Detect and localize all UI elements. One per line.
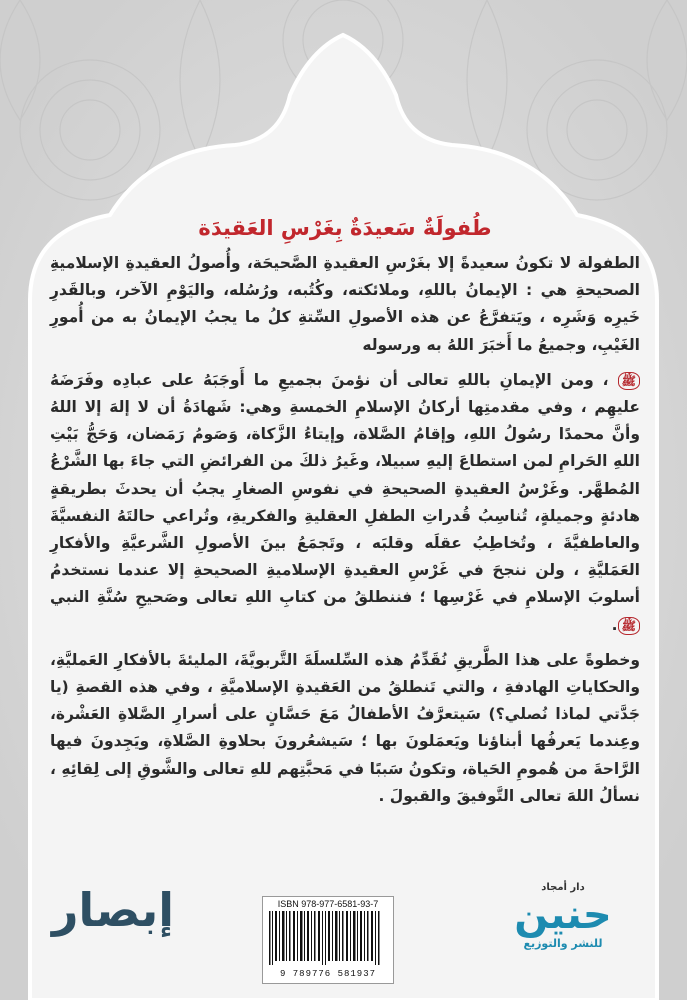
- paragraph-1-text: الطفولة لا تكونُ سعيدةً إلا بغَرْسِ العقيدةِ الصَّحيحَة، وأُصولُ العقيدةِ الإسلاميةِ الصحيحةِ هي : الإيمانُ باللهِ، وملائكته، وكُتُبه، ورُسُله، واليَوْمِ الآخر، وبالقَدرِ خَيرِه وَشَرِه ، ويَتفرَّعُ عن هذه الأصولِ السِّتةِ كلُ ما يجبُ الإيمانُ به من أُمورِ الغَيْبِ، وجميعُ ما أَخبَرَ اللهُ به ورسوله: [50, 254, 640, 354]
- ibsar-logo-text: إبصار: [51, 883, 175, 937]
- honorific-seal-icon: ﷺ: [618, 617, 641, 635]
- paragraph-3: [50, 647, 640, 810]
- publisher-logo: [508, 882, 618, 992]
- paragraph-2-text: ، ومن الإيمانِ باللهِ تعالى أن نؤمنَ بجميعِ ما أَوجَبَهُ على عبادِه وفَرَضَهُ عليهِم ، وفي مقدمتِها أركانُ الإسلامِ الخمسةِ وهي: شَهادَةُ أن لا إلهَ إلا اللهُ وأنَّ محمدًا رسُولُ اللهِ، وإقامُ الصَّلاة، وإيتاءُ الزَّكاة، وَصَومُ رَمَضان، وَحَجُّ بَيْتِ اللهِ الحَرامِ لمن استطاعَ إليهِ سبيلا، وغَيرُ ذلكَ من الفرائضِ التي جاءَ بها الشَّرْعُ المُطهَّر. وغَرْسُ العقيدةِ الصحيحةِ في نفوسِ الصغارِ يجبُ أن يحدثَ بطريقةٍ هادئةٍ وجميلةٍ، تُناسِبُ قُدراتِ الطفلِ العقليةِ والفكريةِ، وتُراعي حالتَهُ النفسيَّةَ والعاطفيَّةَ ، وتُخاطِبُ عقلَه وقلبَه ، وتَجمَعُ بينَ الأصولِ الشَّرعيَّةِ والأفكارِ العَمَليَّةِ ، ولن ننجحَ في غَرْسِ العقيدةِ الإسلاميةِ الصحيحةِ إلا عندما نستخدمُ أسلوبَ الإسلامِ في غَرْسِها ؛ فننطلقُ من كتابِ اللهِ تعالى وصَحيحِ سُنَّةِ النبي: [50, 370, 640, 607]
- publisher-sub: للنشر والتوزيع: [523, 937, 603, 950]
- barcode-bars-icon: [263, 909, 391, 965]
- paragraph-3-text: وخطوةً على هذا الطَّريقِ نُقَدِّمُ هذه السِّلسلَةَ التَّربويَّةَ، المليئةَ بالأفكارِ العَمليَّةِ، والحكاياتِ الهادفةِ ، والتي تَنطلقُ من العَقيدةِ الإسلاميَّةِ ، وفي هذه القصةِ (يا جَدَّتي لماذا نُصلي؟) سَيتعرَّفُ الأطفالُ مَعَ حَسَّانٍ على أسرارِ الصَّلاةِ العَشْرة، وعِندما يَعرفُها أبناؤنا ويَعمَلونَ بها ؛ سَيشعُرونَ بحلاوةِ الصَّلاةِ، ويَجِدونَ فيها الرَّاحةَ من هُمومِ الحَياة، وتكونُ سَببًا في مَحبَّتِهم للهِ تعالى والشَّوقِ إلى لِقائِهِ ، نسألُ اللهَ تعالى التَّوفيقَ والقبولَ .: [50, 650, 640, 805]
- honorific-seal-icon: ﷺ: [618, 372, 641, 390]
- isbn-label: ISBN 978-977-6581-93-7: [277, 899, 379, 909]
- barcode-number: 9 789776 581937: [279, 969, 376, 979]
- back-cover-text: [50, 212, 640, 820]
- paragraph-2: ﷺ ، ومن الإيمانِ باللهِ تعالى أن نؤمنَ بجميعِ ما أَوجَبَهُ على عبادِه وفَرَضَهُ عليهِم ، وفي مقدمتِها أركانُ الإسلامِ الخمسةِ وهي: شَهادَةُ أن لا إلهَ إلا اللهُ وأنَّ محمدًا رسُولُ اللهِ، وإقامُ الصَّلاة، وإيتاءُ الزَّكاة، وَصَومُ رَمَضان، وَحَجُّ بَيْتِ اللهِ الحَرامِ لمن استطاعَ إليهِ سبيلا، وغَيرُ ذلكَ من الفرائضِ التي جاءَ بها الشَّرْعُ المُطهَّر. وغَرْسُ العقيدةِ الصحيحةِ في نفوسِ الصغارِ يجبُ أن يحدثَ بطريقةٍ هادئةٍ وجميلةٍ، تُناسِبُ قُدراتِ الطفلِ العقليةِ والفكريةِ، وتُراعي حالتَهُ النفسيَّةَ والعاطفيَّةَ ، وتُخاطِبُ عقلَه وقلبَه ، وتَجمَعُ بينَ الأصولِ الشَّرعيَّةِ والأفكارِ العَمَليَّةِ ، ولن ننجحَ في غَرْسِ العقيدةِ الإسلاميةِ الصحيحةِ إلا عندما نستخدمُ أسلوبَ الإسلامِ في غَرْسِها ؛ فننطلقُ من كتابِ اللهِ تعالى وصَحيحِ سُنَّةِ النبي ﷺ.: [50, 370, 640, 634]
- ibsar-logo: [48, 880, 178, 940]
- page-title: طُفولَةٌ سَعيدَةٌ بِغَرْسِ العَقيدَة: [198, 216, 492, 240]
- paragraph-1: [50, 250, 640, 359]
- barcode: [262, 896, 394, 984]
- publisher-name: حنين: [514, 892, 612, 938]
- publisher-top: دار أمجاد: [541, 882, 585, 893]
